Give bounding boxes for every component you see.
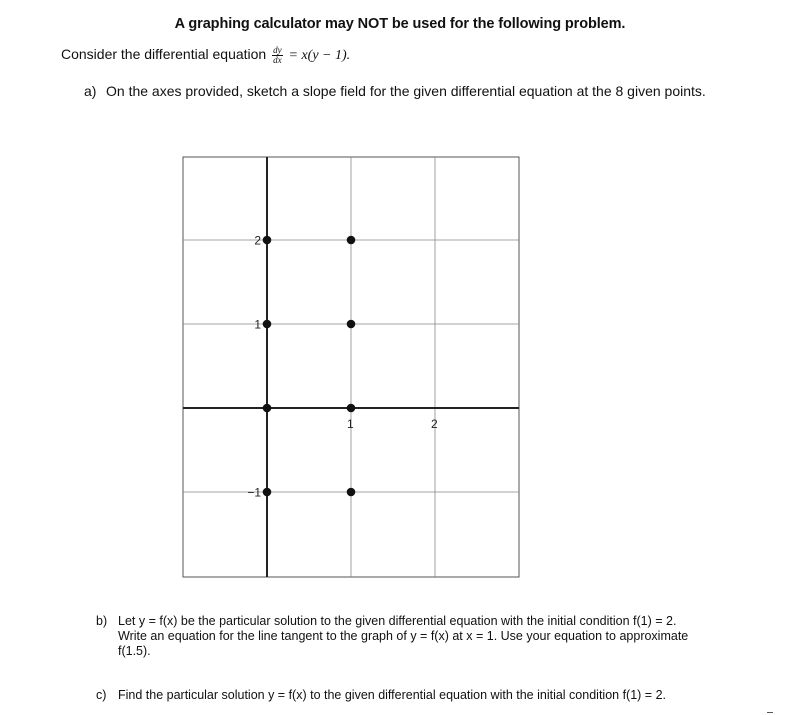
y-tick-label: 1 xyxy=(254,317,261,332)
derivative-numerator: dy xyxy=(273,45,282,55)
given-point xyxy=(347,236,356,245)
y-tick-labels xyxy=(247,234,261,500)
grid xyxy=(183,157,519,577)
given-point xyxy=(347,320,356,329)
part-b xyxy=(96,614,688,659)
given-point xyxy=(263,320,272,329)
part-c xyxy=(96,688,666,703)
part-b-text-1: Let y = f(x) be the particular solution to the given differential equation with the initial condition f(1) = 2. xyxy=(118,614,677,628)
part-b-line-1 xyxy=(96,614,688,629)
given-points xyxy=(263,236,356,497)
part-b-label: b) xyxy=(96,614,108,628)
x-tick-label: 2 xyxy=(431,417,438,431)
y-tick-label: 2 xyxy=(254,233,261,248)
calculator-notice: A graphing calculator may NOT be used for the following problem. xyxy=(174,16,626,32)
given-point xyxy=(347,404,356,413)
given-point xyxy=(263,236,272,245)
y-tick-label: −1 xyxy=(247,485,261,500)
x-tick-labels xyxy=(347,417,438,431)
part-c-label: c) xyxy=(96,688,107,702)
given-point xyxy=(347,488,356,497)
part-a-label: a) xyxy=(84,83,97,99)
problem-intro: Consider the differential equation xyxy=(61,46,267,63)
given-point xyxy=(263,404,272,413)
part-c-text: Find the particular solution y = f(x) to the given differential equation with the initial condition f(1) = 2. xyxy=(118,688,666,702)
part-a-text: On the axes provided, sketch a slope field for the given differential equation at the 8 given points. xyxy=(106,83,706,99)
given-point xyxy=(263,488,272,497)
part-b-line-2: Write an equation for the line tangent to the graph of y = f(x) at x = 1. Use your equation to approximate xyxy=(118,629,689,643)
part-b-line-3: f(1.5). xyxy=(118,644,151,658)
x-tick-label: 1 xyxy=(347,417,354,431)
page-mark xyxy=(767,712,773,713)
equation-rhs: = x(y − 1). xyxy=(288,48,351,64)
derivative-denominator: dx xyxy=(273,55,282,65)
